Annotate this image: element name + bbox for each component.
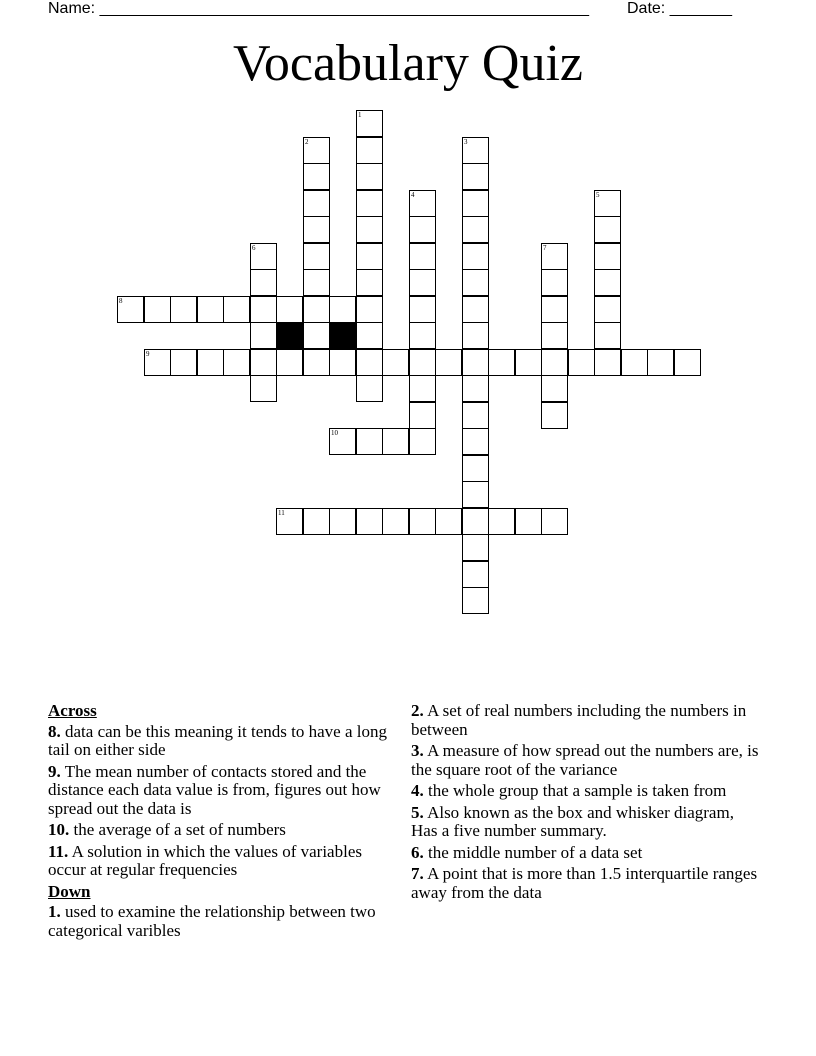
crossword-cell[interactable] <box>250 375 277 402</box>
crossword-cell[interactable] <box>515 349 542 376</box>
clue-number: 1. <box>48 902 61 921</box>
crossword-cell[interactable] <box>303 322 330 349</box>
clue-number: 3. <box>411 741 424 760</box>
crossword-cell[interactable] <box>382 428 409 455</box>
clue-down-7 <box>411 865 761 902</box>
clue-text: data can be this meaning it tends to have a long tail on either side <box>48 721 387 759</box>
crossword-cell[interactable] <box>541 296 568 323</box>
clue-text: used to examine the relationship between two categorical varibles <box>48 902 376 940</box>
crossword-cell[interactable] <box>276 349 303 376</box>
crossword-cell[interactable] <box>462 322 489 349</box>
crossword-cell[interactable] <box>144 296 171 323</box>
across-heading: Across <box>48 701 97 720</box>
crossword-cell[interactable] <box>541 375 568 402</box>
down-heading: Down <box>48 881 91 901</box>
crossword-cell[interactable] <box>356 110 383 137</box>
crossword-cell[interactable] <box>276 296 303 323</box>
crossword-cell[interactable] <box>541 508 568 535</box>
crossword-cell[interactable] <box>462 163 489 190</box>
clue-text: A measure of how spread out the numbers are, is the square root of the variance <box>411 741 759 779</box>
clue-text: Also known as the box and whisker diagram, Has a five number summary. <box>411 802 734 840</box>
crossword-cell[interactable] <box>462 375 489 402</box>
crossword-cell[interactable] <box>356 375 383 402</box>
crossword-cell[interactable] <box>223 349 250 376</box>
crossword-cell[interactable] <box>462 428 489 455</box>
crossword-cell[interactable] <box>462 137 489 164</box>
crossword-cell[interactable] <box>223 296 250 323</box>
crossword-cell[interactable] <box>197 296 224 323</box>
crossword-cell[interactable] <box>462 349 489 376</box>
crossword-cell[interactable] <box>594 269 621 296</box>
crossword-cell[interactable] <box>382 508 409 535</box>
crossword-cell[interactable] <box>409 508 436 535</box>
crossword-cell[interactable] <box>488 508 515 535</box>
cell-number: 4 <box>411 191 415 199</box>
clue-number: 4. <box>411 781 424 800</box>
crossword-cell[interactable] <box>250 269 277 296</box>
crossword-cell[interactable] <box>303 296 330 323</box>
crossword-cell[interactable] <box>409 322 436 349</box>
crossword-cell[interactable] <box>356 269 383 296</box>
clue-across-8 <box>48 723 400 760</box>
crossword-cell[interactable] <box>594 190 621 217</box>
crossword-block <box>329 322 356 349</box>
cell-number: 9 <box>146 350 150 358</box>
crossword-cell[interactable] <box>303 190 330 217</box>
clue-number: 5. <box>411 802 424 822</box>
cell-number: 6 <box>252 244 256 252</box>
crossword-cell[interactable] <box>356 349 383 376</box>
crossword-cell[interactable] <box>303 349 330 376</box>
crossword-cell[interactable] <box>356 508 383 535</box>
crossword-cell[interactable] <box>462 269 489 296</box>
crossword-cell[interactable] <box>409 243 436 270</box>
clue-text: A point that is more than 1.5 interquartile ranges away from the data <box>411 864 758 902</box>
crossword-cell[interactable] <box>303 269 330 296</box>
crossword-cell[interactable] <box>409 375 436 402</box>
crossword-cell[interactable] <box>250 322 277 349</box>
cell-number: 2 <box>305 138 309 146</box>
cell-number: 10 <box>331 429 338 437</box>
clues-right-column <box>411 702 761 905</box>
name-field[interactable]: Name: _______________________________________________________ <box>48 0 589 17</box>
crossword-cell[interactable] <box>356 243 383 270</box>
crossword-cell[interactable] <box>409 349 436 376</box>
cell-number: 7 <box>543 244 547 252</box>
crossword-cell[interactable] <box>409 402 436 429</box>
page-title: Vocabulary Quiz <box>233 35 583 92</box>
crossword-cell[interactable] <box>515 508 542 535</box>
crossword-cell[interactable] <box>409 216 436 243</box>
clue-down-2 <box>411 702 761 739</box>
crossword-block <box>276 322 303 349</box>
crossword-cell[interactable] <box>541 349 568 376</box>
crossword-cell[interactable] <box>170 349 197 376</box>
crossword-cell[interactable] <box>356 216 383 243</box>
clue-number: 2. <box>411 701 424 720</box>
crossword-cell[interactable] <box>488 349 515 376</box>
crossword-cell[interactable] <box>409 269 436 296</box>
clue-down-1 <box>48 903 400 940</box>
crossword-cell[interactable] <box>356 428 383 455</box>
date-field[interactable]: Date: _______ <box>627 0 732 17</box>
crossword-cell[interactable] <box>329 508 356 535</box>
crossword-cell[interactable] <box>303 508 330 535</box>
clues-left-column <box>48 702 400 943</box>
crossword-cell[interactable] <box>356 137 383 164</box>
crossword-cell[interactable] <box>541 269 568 296</box>
crossword-cell[interactable] <box>462 243 489 270</box>
crossword-cell[interactable] <box>303 243 330 270</box>
cell-number: 8 <box>119 297 123 305</box>
crossword-cell[interactable] <box>409 190 436 217</box>
clue-number: 9. <box>48 761 61 781</box>
crossword-cell[interactable] <box>462 587 489 614</box>
crossword-cell[interactable] <box>409 296 436 323</box>
crossword-cell[interactable] <box>594 349 621 376</box>
clue-down-4 <box>411 782 761 801</box>
crossword-cell[interactable] <box>356 163 383 190</box>
crossword-cell[interactable] <box>594 243 621 270</box>
crossword-cell[interactable] <box>382 349 409 376</box>
crossword-cell[interactable] <box>462 534 489 561</box>
crossword-cell[interactable] <box>250 243 277 270</box>
clue-number: 10. <box>48 820 70 839</box>
crossword-cell[interactable] <box>674 349 701 376</box>
clue-number: 6. <box>411 842 424 862</box>
crossword-cell[interactable] <box>435 349 462 376</box>
crossword-cell[interactable] <box>462 402 489 429</box>
crossword-cell[interactable] <box>462 481 489 508</box>
clue-down-3 <box>411 742 761 779</box>
crossword-cell[interactable] <box>409 428 436 455</box>
clue-across-9 <box>48 763 400 819</box>
crossword-cell[interactable] <box>594 322 621 349</box>
crossword-cell[interactable] <box>462 508 489 535</box>
crossword-cell[interactable] <box>462 190 489 217</box>
crossword-cell[interactable] <box>170 296 197 323</box>
clue-across-10 <box>48 821 400 840</box>
crossword-cell[interactable] <box>303 137 330 164</box>
crossword-cell[interactable] <box>462 216 489 243</box>
clue-number: 11. <box>48 841 69 861</box>
crossword-cell[interactable] <box>303 216 330 243</box>
crossword-cell[interactable] <box>329 428 356 455</box>
crossword-cell[interactable] <box>594 296 621 323</box>
crossword-cell[interactable] <box>462 561 489 588</box>
crossword-cell[interactable] <box>435 508 462 535</box>
crossword-cell[interactable] <box>329 349 356 376</box>
cell-number: 1 <box>358 111 362 119</box>
crossword-cell[interactable] <box>329 296 356 323</box>
crossword-cell[interactable] <box>197 349 224 376</box>
clue-text: A set of real numbers including the numbers in between <box>411 701 747 739</box>
cell-number: 5 <box>596 191 600 199</box>
crossword-cell[interactable] <box>356 190 383 217</box>
clue-number: 7. <box>411 864 424 883</box>
crossword-cell[interactable] <box>117 296 144 323</box>
crossword-cell[interactable] <box>250 296 277 323</box>
clue-down-6 <box>411 844 761 863</box>
crossword-cell[interactable] <box>568 349 595 376</box>
clue-down-5 <box>411 804 761 841</box>
crossword-cell[interactable] <box>276 508 303 535</box>
crossword-cell[interactable] <box>462 296 489 323</box>
clue-text: A solution in which the values of variables occur at regular frequencies <box>48 841 362 879</box>
crossword-cell[interactable] <box>621 349 648 376</box>
cell-number: 3 <box>464 138 468 146</box>
crossword-cell[interactable] <box>541 402 568 429</box>
cell-number: 11 <box>278 509 285 517</box>
crossword-cell[interactable] <box>356 322 383 349</box>
clue-number: 8. <box>48 721 61 741</box>
crossword-cell[interactable] <box>541 243 568 270</box>
crossword-cell[interactable] <box>462 455 489 482</box>
crossword-cell[interactable] <box>647 349 674 376</box>
clue-text: the middle number of a data set <box>428 842 643 862</box>
clue-text: the whole group that a sample is taken from <box>428 781 727 800</box>
crossword-cell[interactable] <box>356 296 383 323</box>
clue-text: the average of a set of numbers <box>73 820 286 839</box>
clue-text: The mean number of contacts stored and the distance each data value is from, figures out how spread out the data is <box>48 761 381 818</box>
clue-across-11 <box>48 843 400 880</box>
crossword-cell[interactable] <box>250 349 277 376</box>
crossword-cell[interactable] <box>594 216 621 243</box>
crossword-cell[interactable] <box>144 349 171 376</box>
crossword-cell[interactable] <box>303 163 330 190</box>
crossword-cell[interactable] <box>541 322 568 349</box>
